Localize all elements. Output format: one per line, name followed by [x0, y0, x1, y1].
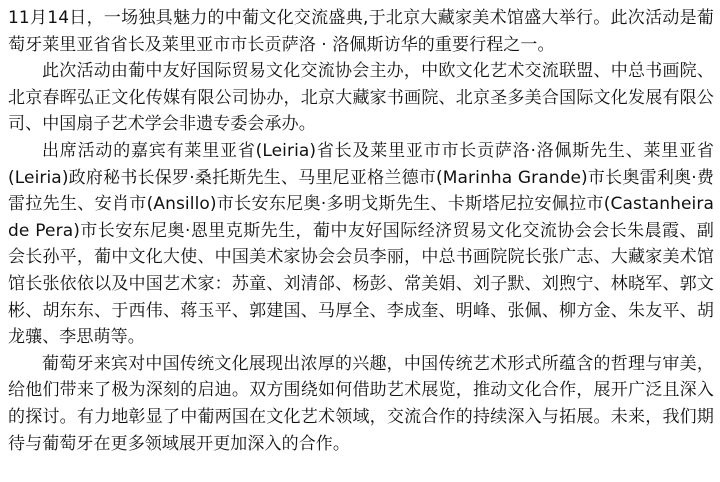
paragraph-intro: 11月14日，一场独具魅力的中葡文化交流盛典,于北京大藏家美术馆盛大举行。此次活动是葡萄牙莱里亚省省长及莱里亚市市长贡萨洛 · 洛佩斯访华的重要行程之一。: [8, 8, 714, 55]
paragraph-conclusion: 葡萄牙来宾对中国传统文化展现出浓厚的兴趣，中国传统艺术形式所蕴含的哲理与审美，给他们带来了极为深刻的启迪。双方围绕如何借助艺术展览，推动文化合作，展开广泛且深入的探讨。有力地彰显了中葡两国在文化艺术领域，交流合作的持续深入与拓展。未来，我们期待与葡萄牙在更多领域展开更加深入的合作。: [8, 353, 714, 454]
paragraph-guests: 出席活动的嘉宾有莱里亚省(Leiria)省长及莱里亚市市长贡萨洛·洛佩斯先生、莱里亚省(Leiria)政府秘书长保罗·桑托斯先生、马里尼亚格兰德市(Marinha Grande)市长奥雷利奥·费雷拉先生、安肖市(Ansillo)市长安东尼奥·多明戈斯先生、卡斯塔尼拉安佩拉市(Castanheira de Pera)市长安东尼奥·恩里克斯先生，葡中友好国际经济贸易文化交流协会会长朱晨霞、副会长孙平，葡中文化大使、中国美术家协会会员李丽，中总书画院院长张广志、大藏家美术馆馆长张依依以及中国艺术家：苏童、刘清郃、杨彭、常美娟、刘子默、刘煦宁、林晓军、郭文彬、胡东东、于西伟、蒋玉平、郭建国、马厚全、李成奎、明峰、张佩、柳方金、朱友平、胡龙骧、李思萌等。: [8, 140, 714, 348]
article-body: [8, 5, 714, 457]
paragraph-organizers: 此次活动由葡中友好国际贸易文化交流协会主办，中欧文化艺术交流联盟、中总书画院、北京春晖弘正文化传媒有限公司协办，北京大藏家书画院、北京圣多美合国际文化发展有限公司、中国扇子艺术学会非遗专委会承办。: [8, 61, 714, 135]
